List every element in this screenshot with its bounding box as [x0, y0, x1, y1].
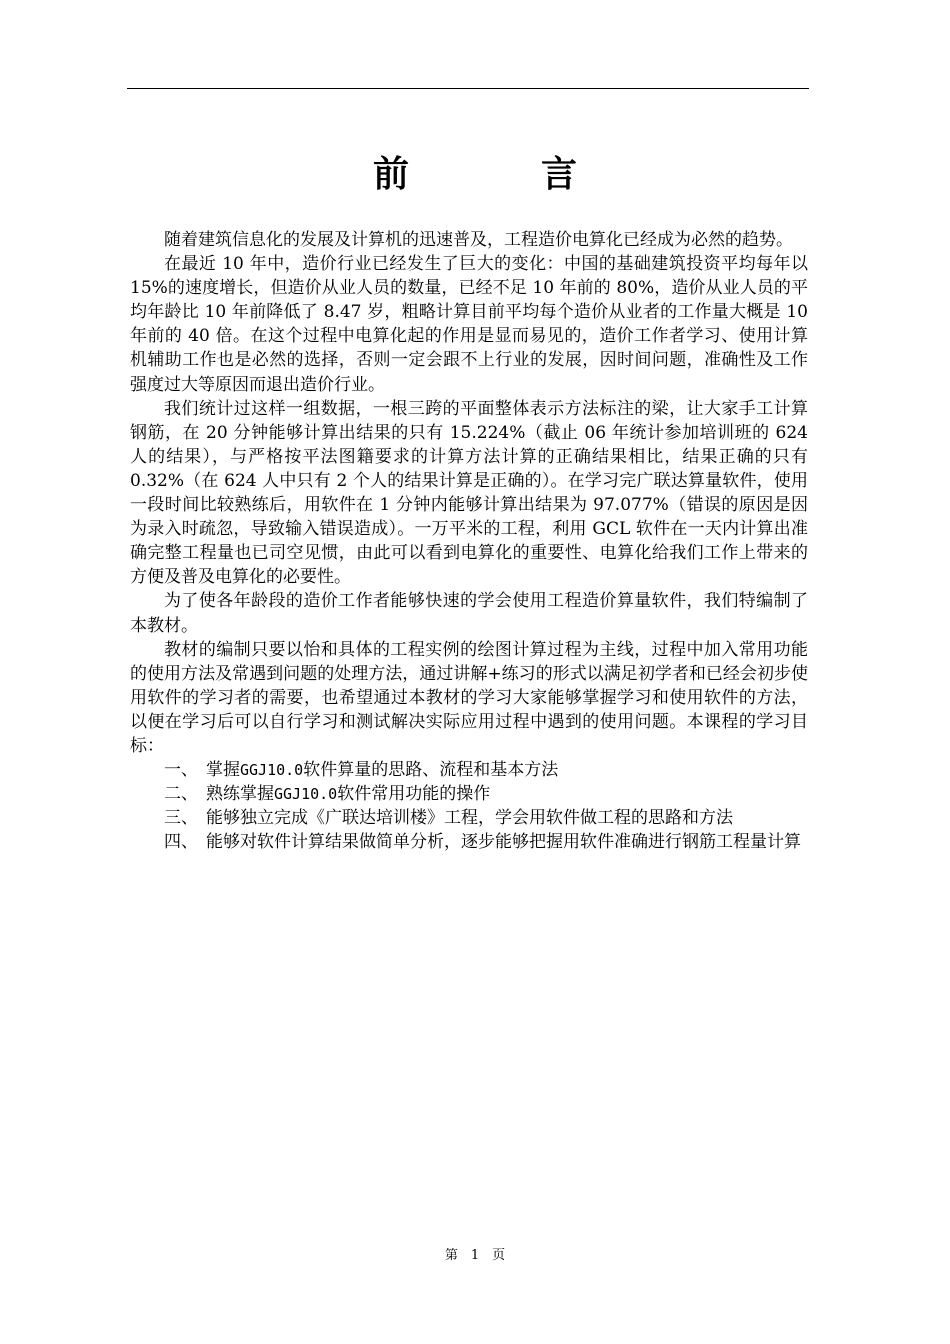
software-code: GGJ10.0 [274, 785, 338, 804]
paragraph: 随着建筑信息化的发展及计算机的迅速普及，工程造价电算化已经成为必然的趋势。 [164, 230, 793, 250]
list-item [130, 830, 808, 854]
learning-goals-list [130, 758, 808, 854]
paragraph: 我们统计过这样一组数据，一根三跨的平面整体表示方法标注的梁，让大家手工计算钢筋，在 20 分钟能够计算出结果的只有 15.224%（截止 06 年统计参加培训班的 624 人的结果），与严格按平法图籍要求的计算方法计算的正确结果相比，结果正确的只有 0.32%（在 624 人中只有 2 个人的结果计算是正确的）。在学习完广联达算量软件，使用一段时间比较熟练后，用软件在 1 分钟内能够计算出结果为 97.077%（错误的原因是因为录入时疏忽，导致输入错误造成）。一万平米的工程，利用 GCL 软件在一天内计算出准确完整工程量也已司空见惯，由此可以看到电算化的重要性、电算化给我们工作上带来的方便及普及电算化的必要性。 [130, 398, 808, 588]
body-text [130, 228, 808, 854]
software-code: GGJ10.0 [240, 761, 304, 780]
list-item-number: 二、 [164, 784, 198, 805]
list-item-number: 一、 [164, 760, 198, 781]
list-item-text: 软件常用功能的操作 [337, 784, 491, 805]
list-item-number: 三、 [164, 808, 198, 829]
list-item [130, 758, 808, 782]
list-item [130, 806, 808, 830]
page-number: 第 1 页 [444, 1248, 506, 1263]
list-item-text: 能够对软件计算结果做简单分析，逐步能够把握用软件准确进行钢筋工程量计算 [206, 832, 801, 853]
paragraph: 在最近 10 年中，造价行业已经发生了巨大的变化：中国的基础建筑投资平均每年以 15%的速度增长，但造价从业人员的数量，已经不足 10 年前的 80%，造价从业人员的平均年龄比 10 年前降低了 8.47 岁，粗略计算目前平均每个造价从业者的工作量大概是 10 年前的 40 倍。在这个过程中电算化起的作用是显而易见的，造价工作者学习、使用计算机辅助工作也是必然的选择，否则一定会跟不上行业的发展，因时间问题，准确性及工作强度过大等原因而退出造价行业。 [130, 254, 808, 395]
list-item [130, 782, 808, 806]
paragraph: 教材的编制只要以怡和具体的工程实例的绘图计算过程为主线，过程中加入常用功能的使用方法及常遇到问题的处理方法，通过讲解+练习的形式以满足初学者和已经会初步使用软件的学习者的需要，也希望通过本教材的学习大家能够掌握学习和使用软件的方法，以便在学习后可以自行学习和测试解决实际应用过程中遇到的使用问题。本课程的学习目标： [130, 639, 808, 756]
list-item-text: 掌握 [206, 760, 240, 781]
list-item-number: 四、 [164, 832, 198, 853]
list-item-text: 熟练掌握 [206, 784, 274, 805]
list-item-text: 能够独立完成《广联达培训楼》工程，学会用软件做工程的思路和方法 [206, 808, 733, 829]
list-item-text: 软件算量的思路、流程和基本方法 [303, 760, 559, 781]
page-title: 前 言 [372, 154, 625, 195]
paragraph: 为了使各年龄段的造价工作者能够快速的学会使用工程造价算量软件，我们特编制了本教材。 [130, 591, 808, 636]
header-rule [127, 88, 809, 89]
